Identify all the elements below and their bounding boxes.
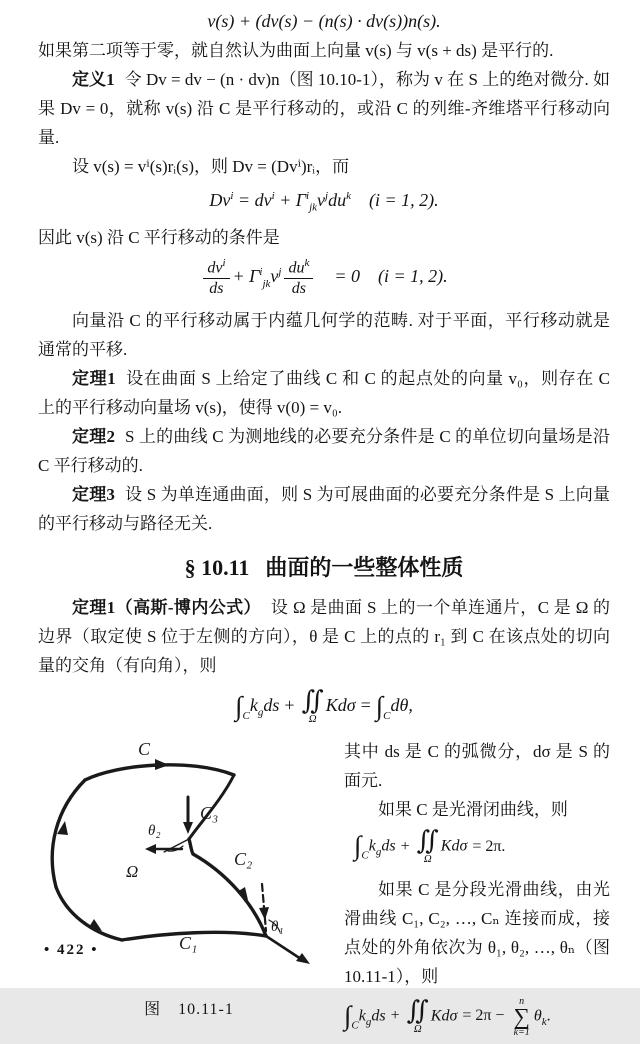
right-text-column (340, 737, 610, 1044)
theorem-1-label: 定理1 (72, 368, 116, 388)
definition-1-label: 定义1 (72, 70, 115, 89)
arrowhead-left (145, 844, 156, 854)
figure-label-c1: C₁ (179, 932, 198, 953)
figure-bottom-left-boundary (56, 887, 122, 940)
theorem-2-text: S 上的曲线 C 为测地线的必要充分条件是 C 的单位切向量场是沿 C 平行移动的. (38, 426, 611, 475)
figure-label-c3: C₃ (200, 802, 219, 823)
absolute-differential-formula: v(s) + (dv(s) − (n(s) · dv(s))n(s). (207, 11, 441, 31)
paragraph-condition: 因此 v(s) 沿 C 平行移动的条件是 (38, 227, 280, 247)
figure-column (38, 737, 340, 1044)
paragraph-intro: 如果第二项等于零，就自然认为曲面上向量 v(s) 与 v(s + ds) 是平行的. (38, 41, 554, 60)
section-heading (38, 551, 610, 582)
gauss-bonnet-label: 定理1（高斯-博内公式） (72, 597, 261, 617)
paragraph-let: 设 v(s) = vⁱ(s)rᵢ(s)，则 Dv = (Dvⁱ)rᵢ，而 (72, 157, 350, 176)
paragraph-smooth-closed: 如果 C 是光滑闭曲线，则 (378, 799, 568, 819)
page-number: • 422 • (44, 942, 99, 958)
section-title: 曲面的一些整体性质 (265, 554, 464, 580)
closed-curve-formula: $\int_Ck_gds$ + ∬ Ω Kdσ = 2π. (354, 825, 506, 865)
paragraph-theorem-2 (38, 422, 610, 480)
paragraph-theorem-3 (38, 480, 610, 538)
paragraph-piecewise-smooth: 如果 C 是分段光滑曲线，由光滑曲线 C₁, C₂, …, Cₙ 连接而成，接点处的外角依次为 θ₁, θ₂, …, θₙ（图 10.11-1），则 (344, 879, 610, 986)
gauss-bonnet-formula: $\int_Ck_gds$ + ∬ Ω $Kd\sigma = \int_Cd\theta$, (235, 685, 413, 725)
section-number: § 10.11 (184, 554, 250, 580)
arrowhead-down (183, 822, 193, 834)
arrowhead-extension (296, 953, 310, 964)
definition-1-text: 令 Dv = dv − (n · dv)n（图 10.10-1），称为 v 在 S 上的绝对微分. 如果 Dv = 0，就称 v(s) 沿 C 是平行移动的，或沿 C 的列维-齐维塔平行移动向量. (38, 70, 610, 147)
figure-label-c: C (138, 738, 151, 759)
theorem-3-label: 定理3 (72, 484, 115, 504)
covariant-differential-formula: $Dv^i = dv^i + \Gamma^i_{jk}v^jdu^k$ (i = 1, 2). (209, 190, 439, 214)
figure-label-c2: C₂ (234, 848, 253, 869)
theorem-2-label: 定理2 (72, 426, 115, 446)
figure-curve-c2 (189, 839, 266, 936)
paragraph-ds-dsigma: 其中 ds 是 C 的弧微分，dσ 是 S 的面元. (344, 741, 610, 790)
figure-label-theta2: θ₂ (148, 822, 161, 839)
theorem-1-text: 设在曲面 S 上给定了曲线 C 和 C 的起点处的向量 v₀，则存在 C 上的平行移动向量场 v(s)，使得 v(0) = v₀. (38, 368, 610, 417)
figure-label-theta1: θ₁ (271, 918, 284, 935)
paragraph-intrinsic: 向量沿 C 的平行移动属于内蕴几何学的范畴. 对于平面，平行移动就是通常的平移. (38, 310, 610, 359)
paragraph-definition-1 (38, 65, 610, 152)
figure-left-boundary (52, 780, 85, 887)
figure-caption: 图 10.11-1 (144, 1000, 234, 1018)
theorem-3-text: 设 S 为单连通曲面，则 S 为可展曲面的必要充分条件是 S 上向量的平行移动与路径无关. (38, 484, 610, 533)
direction-arrow-top (155, 759, 169, 770)
parallel-transport-condition-formula: $\frac{dv^i}{ds}$ + $\Gamma^i_{jk}v^j$ $\frac{du^k}{ds}$ = 0 (i = 1, 2). (38, 257, 610, 299)
piecewise-gauss-bonnet-formula: $\int_Ck_gds$ + ∬ Ω Kdσ = 2π − n ∑ k=1 $\theta_k$. (344, 995, 551, 1038)
figure-tangent-extension-line (266, 936, 301, 959)
figure-label-omega: Ω (126, 861, 139, 881)
gauss-bonnet-text: 设 Ω 是曲面 S 上的一个单连通片，C 是 Ω 的边界（取定使 S 位于左侧的方向），θ 是 C 上的点的 r₁ 到 C 在该点处的切向量的交角（有向角），则 (38, 597, 610, 675)
two-column-section (38, 737, 610, 1044)
paragraph-gauss-bonnet (38, 593, 610, 680)
paragraph-theorem-1 (38, 364, 610, 422)
